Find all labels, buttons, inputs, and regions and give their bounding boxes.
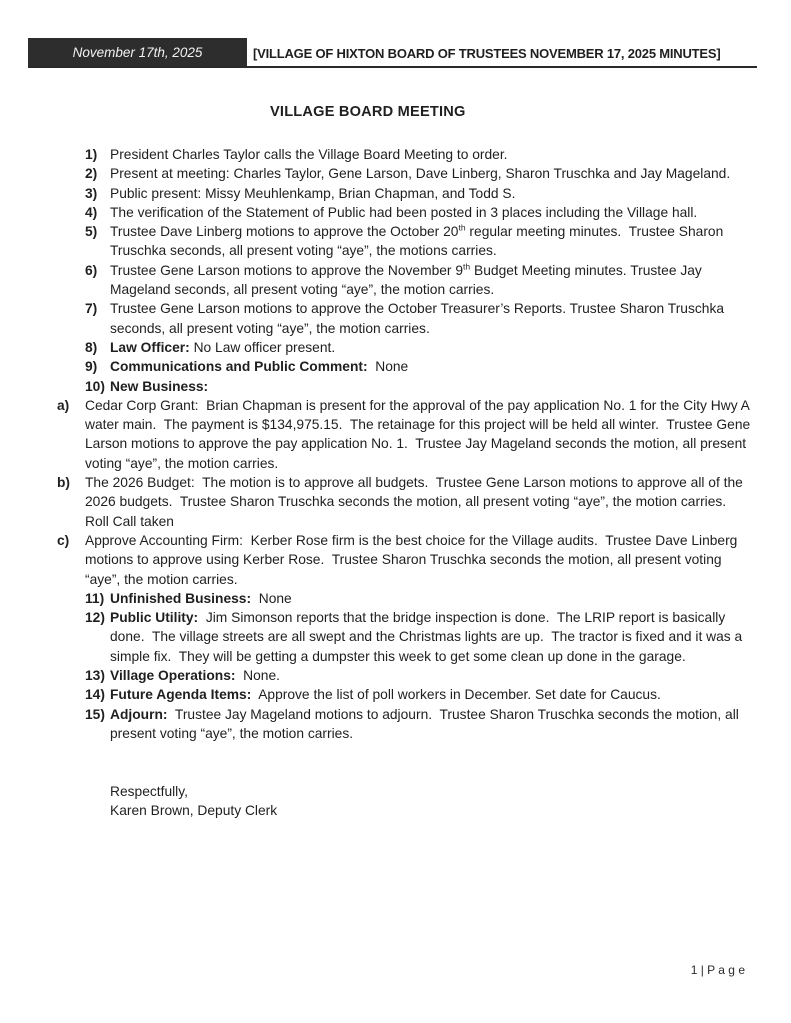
- list-item-marker: c): [57, 532, 70, 548]
- list-item-marker: 3): [85, 185, 98, 201]
- list-item-marker: 12): [85, 610, 105, 626]
- list-item-marker: 13): [85, 668, 105, 684]
- list-item: [0, 685, 757, 704]
- list-item-marker: 15): [85, 706, 105, 722]
- minutes-list: [0, 145, 757, 743]
- list-item-text: Public present: Missy Meuhlenkamp, Brian Chapman, and Todd S.: [110, 185, 516, 201]
- header-date-box: [28, 38, 247, 67]
- list-item: [0, 473, 757, 531]
- list-item-marker: 10): [85, 378, 105, 394]
- header-date-label: November 17th, 2025: [72, 45, 203, 60]
- list-item: [0, 705, 757, 744]
- list-item-text: New Business:: [110, 378, 209, 394]
- list-item-marker: 9): [85, 359, 98, 375]
- list-item-marker: b): [57, 475, 71, 491]
- list-item-marker: 5): [85, 224, 98, 240]
- list-item-text: The verification of the Statement of Public had been posted in 3 places including the Village hall.: [110, 204, 698, 220]
- closing-salutation: Respectfully,: [110, 784, 188, 799]
- list-item: [0, 531, 757, 589]
- list-item: [0, 184, 757, 203]
- list-item-marker: 4): [85, 204, 98, 220]
- list-item: [0, 164, 757, 183]
- list-item: [0, 608, 757, 666]
- list-item-text: Cedar Corp Grant: Brian Chapman is present for the approval of the pay application No. 1 for the City Hwy A water main. The payment is $134,975.15. The retainage for this project will be held all winter. Trustee Gene Larson motions to approve the pay application No. 1. Trustee Jay Mageland seconds the motion, all present voting “aye”, the motion carries.: [85, 397, 755, 471]
- list-item-marker: 2): [85, 166, 98, 182]
- list-item: [0, 589, 757, 608]
- list-item: [0, 338, 757, 357]
- list-item-marker: a): [57, 397, 70, 413]
- list-item-marker: 11): [85, 590, 105, 606]
- list-item-marker: 6): [85, 262, 98, 278]
- list-item: [0, 222, 757, 261]
- list-item-marker: 8): [85, 339, 98, 355]
- closing-block: [110, 782, 277, 821]
- list-item: [0, 145, 757, 164]
- page-title: VILLAGE BOARD MEETING: [270, 104, 466, 120]
- header-rule: [28, 66, 757, 68]
- list-item-text: Law Officer: No Law officer present.: [110, 339, 336, 355]
- list-item: [0, 666, 757, 685]
- header-title: [VILLAGE OF HIXTON BOARD OF TRUSTEES NOVEMBER 17, 2025 MINUTES]: [253, 46, 721, 61]
- list-item-text: Trustee Dave Linberg motions to approve the October 20th regular meeting minutes. Trustee Sharon Truschka seconds, all present voting “aye”, the motions carries.: [110, 222, 727, 259]
- list-item: [0, 261, 757, 300]
- list-item: [0, 299, 757, 338]
- list-item-text: Trustee Gene Larson motions to approve the October Treasurer’s Reports. Trustee Sharon Truschka seconds, all present voting “aye”, the motion carries.: [110, 301, 728, 336]
- list-item-text: Future Agenda Items: Approve the list of poll workers in December. Set date for Caucus.: [110, 687, 661, 703]
- list-item: [0, 396, 757, 473]
- list-item: [0, 377, 757, 396]
- list-item-text: Approve Accounting Firm: Kerber Rose firm is the best choice for the Village audits. Trustee Dave Linberg motions to approve using Kerber Rose. Trustee Sharon Truschka seconds the motion, all present voting “aye”, the motion carries.: [85, 532, 742, 587]
- list-item-marker: 1): [85, 147, 98, 162]
- list-item-text: Communications and Public Comment: None: [110, 359, 409, 375]
- list-item-text: Village Operations: None.: [110, 668, 280, 684]
- list-item-text: Unfinished Business: None: [110, 590, 292, 606]
- list-item: [0, 357, 757, 376]
- list-item-marker: 7): [85, 301, 98, 317]
- list-item-text: President Charles Taylor calls the Village Board Meeting to order.: [110, 147, 508, 162]
- list-item-text: The 2026 Budget: The motion is to approve all budgets. Trustee Gene Larson motions to approve all of the 2026 budgets. Trustee Sharon Truschka seconds the motion, all present voting “aye”, the motion carries. Roll Call taken: [85, 475, 747, 529]
- list-item-text: Trustee Gene Larson motions to approve the November 9th Budget Meeting minutes. Trustee Jay Mageland seconds, all present voting “aye”, the motion carries.: [110, 261, 706, 298]
- list-item-text: Public Utility: Jim Simonson reports that the bridge inspection is done. The LRIP report is basically done. The village streets are all swept and the Christmas lights are up. The tractor is fixed and it was a simple fix. They will be getting a dumpster this week to get some clean up done in the garage.: [110, 610, 747, 664]
- closing-signature: Karen Brown, Deputy Clerk: [110, 803, 278, 819]
- page-number: 1 | P a g e: [690, 963, 745, 977]
- list-item: [0, 203, 757, 222]
- list-item-text: Present at meeting: Charles Taylor, Gene Larson, Dave Linberg, Sharon Truschka and Jay Mageland.: [110, 166, 731, 182]
- list-item-marker: 14): [85, 687, 105, 703]
- list-item-text: Adjourn: Trustee Jay Mageland motions to adjourn. Trustee Sharon Truschka seconds the motion, all present voting “aye”, the motion carries.: [110, 706, 743, 741]
